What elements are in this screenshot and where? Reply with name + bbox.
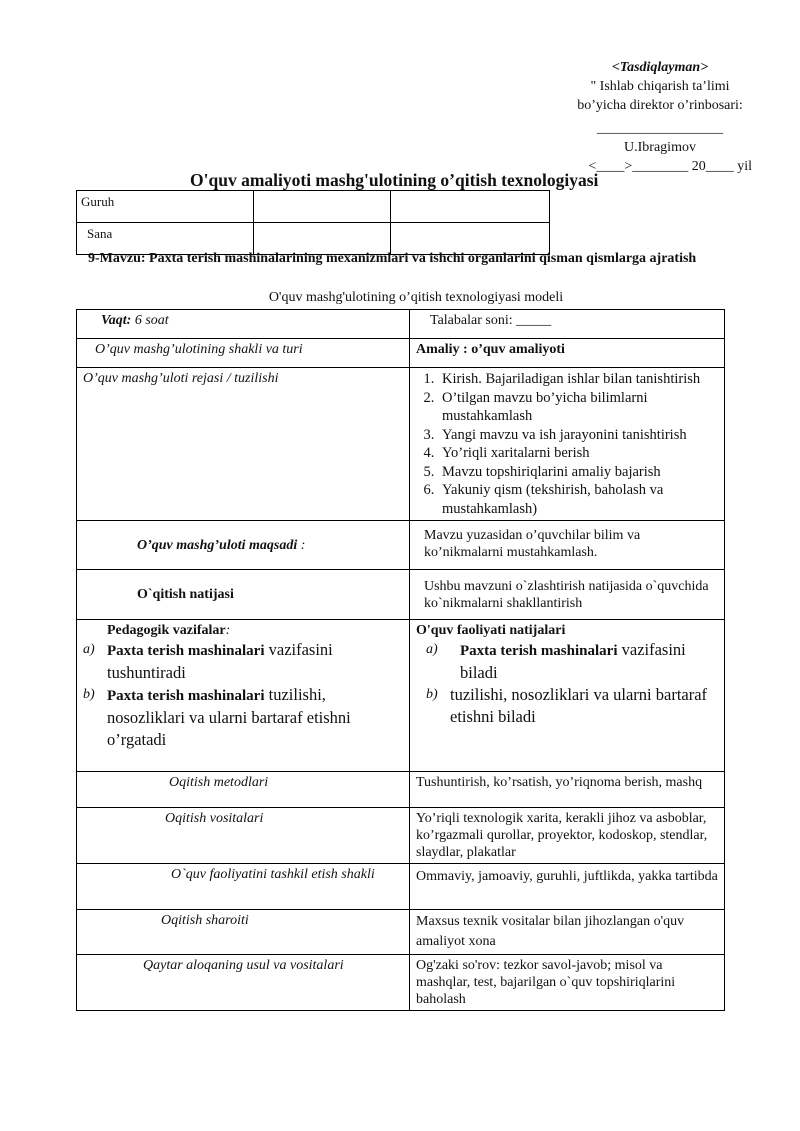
approval-block (540, 58, 780, 176)
tools-label: Oqitish vositalari (77, 808, 410, 864)
ped-a-rest: vazifasini tushuntiradi (107, 640, 333, 682)
form-value: Amaliy : o’quv amaliyoti (410, 339, 725, 368)
goal-label: O’quv mashg’uloti maqsadi (137, 537, 298, 553)
plan-label: O’quv mashg’uloti rejasi / tuzilishi (77, 368, 410, 521)
approval-header: <Tasdiqlayman> (611, 60, 709, 75)
row-plan (77, 368, 725, 521)
learning-outcomes-cell (410, 620, 725, 772)
plan-item: 4. Yo’riqli xaritalarni berish (438, 444, 718, 463)
group-date-table (76, 190, 550, 255)
org-label: O`quv faoliyatini tashkil etish shakli (77, 864, 410, 910)
ped-b-bold: Paxta terish mashinalari (107, 688, 265, 704)
learning-outcomes-list (416, 639, 718, 728)
out-a-rest: vazifasini biladi (460, 640, 686, 682)
date-cell-1 (254, 223, 391, 255)
conditions-value: Maxsus texnik vositalar bilan jihozlangan o'quv amaliyot xona (410, 910, 725, 955)
pedagogical-tasks-list (83, 639, 403, 751)
feedback-label: Qaytar aloqaning usul va vositalari (77, 955, 410, 1011)
pedagogical-tasks-cell (77, 620, 410, 772)
tools-value: Yo’riqli texnologik xarita, kerakli jihoz va asboblar, ko’rgazmali qurollar, proyektor, kodoskop, stendlar, slaydlar, plakatlar (410, 808, 725, 864)
plan-cell (410, 368, 725, 521)
ped-a-marker: a) (83, 642, 95, 657)
group-cell-2 (391, 191, 550, 223)
row-feedback (77, 955, 725, 1011)
signature-line: __________________ (597, 121, 723, 136)
row-conditions (77, 910, 725, 955)
technology-model-table (76, 309, 725, 1011)
plan-item: 6. Yakuniy qism (tekshirish, baholash va mustahkamlash) (438, 481, 718, 518)
students-count: Talabalar soni: _____ (410, 310, 725, 339)
outcome-a (426, 639, 718, 684)
row-form (77, 339, 725, 368)
date-cell-2 (391, 223, 550, 255)
result-value: Ushbu mavzuni o`zlashtirish natijasida o`quvchida ko`nikmalarni shakllantirish (410, 570, 725, 620)
plan-item: 3. Yangi mavzu va ish jarayonini tanishtirish (438, 426, 718, 445)
out-b-marker: b) (426, 687, 438, 702)
group-label: Guruh (77, 191, 254, 223)
out-b-rest: tuzilishi, nosozliklari va ularni bartaraf etishni biladi (450, 685, 708, 726)
ped-task-b (83, 684, 403, 751)
result-label: O`qitish natijasi (77, 570, 410, 620)
org-value: Ommaviy, jamoaviy, guruhli, juftlikda, yakka tartibda (410, 864, 725, 910)
document-title: O'quv amaliyoti mashg'ulotining o’qitish texnologiyasi (190, 170, 599, 190)
ped-label: Pedagogik vazifalar (107, 623, 226, 638)
outcome-b (426, 684, 718, 728)
date-label: Sana (77, 223, 254, 255)
goal-colon: : (297, 537, 306, 553)
row-time (77, 310, 725, 339)
methods-label: Oqitish metodlari (77, 772, 410, 808)
row-organization (77, 864, 725, 910)
goal-value: Mavzu yuzasidan o’quvchilar bilim va ko’nikmalarni mustahkamlash. (410, 521, 725, 570)
plan-item: 2. O’tilgan mavzu bo’yicha bilimlarni mustahkamlash (438, 389, 718, 426)
outcomes-label: O'quv faoliyati natijalari (416, 623, 566, 638)
row-methods (77, 772, 725, 808)
group-cell-1 (254, 191, 391, 223)
row-goal (77, 521, 725, 570)
plan-item: 1. Kirish. Bajariladigan ishlar bilan tanishtirish (438, 370, 718, 389)
model-title: O'quv mashg'ulotining o’qitish texnologiyasi modeli (268, 290, 564, 305)
row-result (77, 570, 725, 620)
approval-line-1: " Ishlab chiqarish ta’limi (590, 79, 730, 94)
row-tools (77, 808, 725, 864)
feedback-value: Og'zaki so'rov: tezkor savol-javob; misol va mashqlar, test, bajarilgan o`quv topshiriqlarini baholash (410, 955, 725, 1011)
ped-task-a (83, 639, 403, 684)
out-a-bold: Paxta terish mashinalari (460, 643, 618, 659)
group-row (77, 191, 550, 223)
approval-date-line: <____>________ 20____ yil (588, 159, 752, 174)
time-cell (77, 310, 410, 339)
form-label: O’quv mashg’ulotining shakli va turi (77, 339, 410, 368)
date-row (77, 223, 550, 255)
plan-item: 5. Mavzu topshiriqlarini amaliy bajarish (438, 463, 718, 482)
time-label: Vaqt: (101, 313, 132, 328)
out-a-marker: a) (426, 642, 438, 657)
goal-label-cell (77, 521, 410, 570)
ped-a-bold: Paxta terish mashinalari (107, 643, 265, 659)
approver-name: U.Ibragimov (624, 140, 696, 155)
row-tasks (77, 620, 725, 772)
ped-b-rest: tuzilishi, nosozliklari va ularni bartaraf etishni o’rgatadi (107, 685, 351, 749)
lesson-topic: 9-Mavzu: Paxta terish mashinalarining mexanizmlari va ishchi organlarini qisman qismlarga ajratish (88, 251, 697, 266)
conditions-label: Oqitish sharoiti (77, 910, 410, 955)
methods-value: Tushuntirish, ko’rsatish, yo’riqnoma berish, mashq (410, 772, 725, 808)
approval-line-2: bo’yicha direktor o’rinbosari: (577, 98, 743, 113)
ped-colon: : (225, 623, 231, 638)
ped-b-marker: b) (83, 687, 95, 702)
time-value: 6 soat (131, 313, 169, 328)
plan-list (416, 370, 718, 518)
